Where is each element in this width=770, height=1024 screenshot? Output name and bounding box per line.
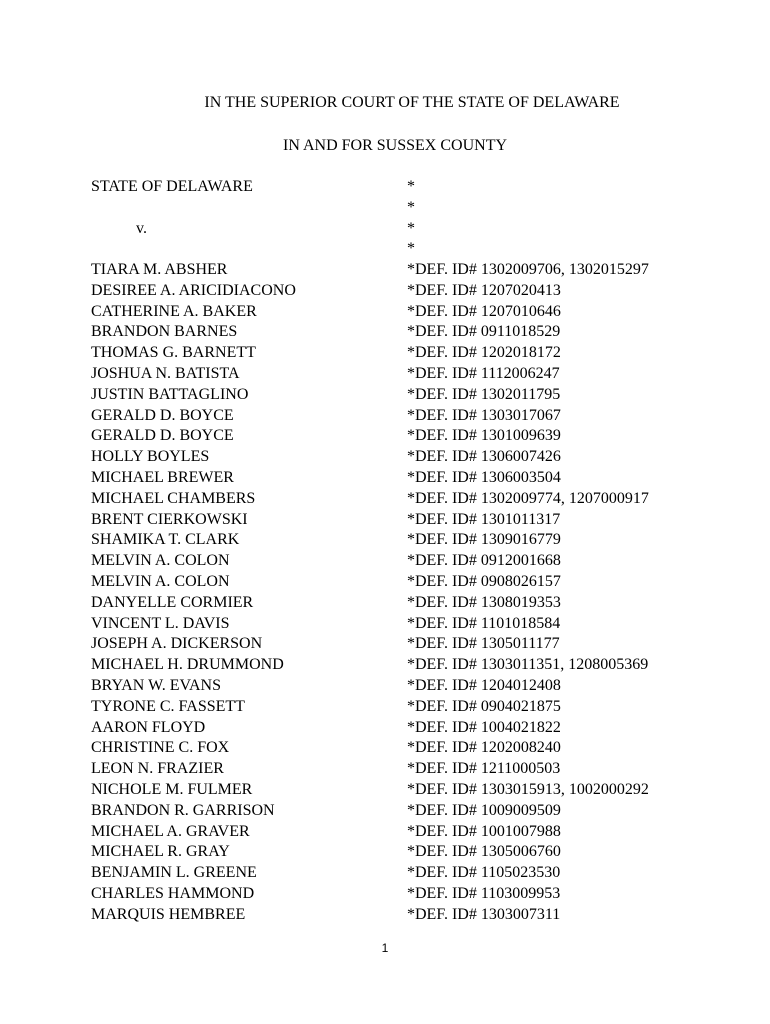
county-heading: IN AND FOR SUSSEX COUNTY: [282, 137, 508, 154]
defendant-name: LEON N. FRAZIER: [91, 760, 224, 778]
defendant-name: TIARA M. ABSHER: [91, 261, 228, 278]
defendant-name: MARQUIS HEMBREE: [91, 905, 246, 923]
defendant-row: [0, 510, 770, 531]
defendant-row: [0, 593, 770, 614]
defendant-row: [0, 780, 770, 801]
caption-asterisk: *: [407, 219, 415, 237]
defendant-id: *DEF. ID# 1001007988: [407, 822, 561, 840]
defendant-name: JOSEPH A. DICKERSON: [91, 635, 263, 653]
defendant-name: BRANDON BARNES: [91, 323, 238, 341]
defendant-name: BRYAN W. EVANS: [91, 676, 221, 694]
defendant-row: [0, 697, 770, 718]
defendant-name: NICHOLE M. FULMER: [91, 780, 253, 798]
defendant-id: *DEF. ID# 1306007426: [407, 448, 561, 466]
defendant-name: CHARLES HAMMOND: [91, 884, 255, 902]
defendant-name: DANYELLE CORMIER: [91, 593, 254, 611]
defendant-row: [0, 385, 770, 406]
caption-asterisk: *: [407, 240, 415, 258]
defendant-name: AARON FLOYD: [91, 718, 206, 736]
defendant-id: *DEF. ID# 1202008240: [407, 739, 561, 757]
defendant-id: *DEF. ID# 1308019353: [407, 593, 561, 611]
defendant-id: *DEF. ID# 1305011177: [407, 635, 560, 653]
defendant-row: [0, 614, 770, 635]
defendant-id: *DEF. ID# 1211000503: [407, 760, 561, 778]
defendant-id: *DEF. ID# 0912001668: [407, 552, 561, 570]
defendant-row: [0, 634, 770, 655]
plaintiff-name: STATE OF DELAWARE: [91, 178, 253, 195]
defendant-row: [0, 905, 770, 926]
defendant-row: [0, 884, 770, 905]
defendant-id: *DEF. ID# 1004021822: [407, 718, 561, 736]
defendant-id: *DEF. ID# 1112006247: [407, 364, 560, 382]
defendant-id: *DEF. ID# 1204012408: [407, 676, 561, 694]
defendant-id: *DEF. ID# 1009009509: [407, 801, 561, 819]
defendant-name: MICHAEL CHAMBERS: [91, 489, 256, 507]
defendant-list: [0, 260, 770, 926]
defendant-name: JOSHUA N. BATISTA: [91, 364, 240, 382]
defendant-name: TYRONE C. FASSETT: [91, 697, 245, 715]
defendant-id: *DEF. ID# 1105023530: [407, 864, 561, 882]
defendant-row: [0, 842, 770, 863]
defendant-row: [0, 551, 770, 572]
defendant-id: *DEF. ID# 1303007311: [407, 905, 561, 923]
page-number: 1: [381, 941, 389, 955]
defendant-name: GERALD D. BOYCE: [91, 406, 234, 424]
defendant-row: [0, 530, 770, 551]
defendant-id: *DEF. ID# 1303017067: [407, 406, 561, 424]
defendant-row: [0, 738, 770, 759]
defendant-name: CHRISTINE C. FOX: [91, 739, 230, 757]
defendant-name: GERALD D. BOYCE: [91, 427, 234, 445]
defendant-row: [0, 863, 770, 884]
caption-row: [0, 219, 770, 240]
defendant-id: *DEF. ID# 1103009953: [407, 884, 561, 902]
defendant-row: [0, 281, 770, 302]
defendant-name: VINCENT L. DAVIS: [91, 614, 230, 632]
defendant-name: BRANDON R. GARRISON: [91, 801, 275, 819]
defendant-name: SHAMIKA T. CLARK: [91, 531, 240, 549]
defendant-id: *DEF. ID# 1309016779: [407, 531, 561, 549]
defendant-name: BRENT CIERKOWSKI: [91, 510, 248, 528]
defendant-row: [0, 364, 770, 385]
defendant-name: MELVIN A. COLON: [91, 552, 230, 570]
defendant-row: [0, 759, 770, 780]
defendant-name: CATHERINE A. BAKER: [91, 302, 257, 320]
defendant-id: *DEF. ID# 0908026157: [407, 572, 561, 590]
defendant-id: *DEF. ID# 1303015913, 1002000292: [407, 780, 649, 798]
defendant-row: [0, 655, 770, 676]
defendant-row: [0, 406, 770, 427]
defendant-name: JUSTIN BATTAGLINO: [91, 385, 249, 403]
defendant-id: *DEF. ID# 1302009706, 1302015297: [407, 261, 649, 278]
defendant-id: *DEF. ID# 0911018529: [407, 323, 561, 341]
defendant-row: [0, 322, 770, 343]
defendant-row: [0, 801, 770, 822]
defendant-name: MICHAEL A. GRAVER: [91, 822, 250, 840]
defendant-id: *DEF. ID# 0904021875: [407, 697, 561, 715]
defendant-name: DESIREE A. ARICIDIACONO: [91, 281, 296, 299]
defendant-id: *DEF. ID# 1301009639: [407, 427, 561, 445]
defendant-row: [0, 718, 770, 739]
versus-label: v.: [136, 219, 147, 237]
caption-row: [0, 239, 770, 260]
defendant-row: [0, 447, 770, 468]
court-heading: IN THE SUPERIOR COURT OF THE STATE OF DELAWARE: [204, 94, 620, 111]
defendant-id: *DEF. ID# 1302009774, 1207000917: [407, 489, 649, 507]
defendant-id: *DEF. ID# 1305006760: [407, 843, 561, 861]
defendant-row: [0, 343, 770, 364]
defendant-row: [0, 822, 770, 843]
defendant-id: *DEF. ID# 1207020413: [407, 281, 561, 299]
defendant-id: *DEF. ID# 1101018584: [407, 614, 561, 632]
defendant-id: *DEF. ID# 1301011317: [407, 510, 561, 528]
defendant-id: *DEF. ID# 1207010646: [407, 302, 561, 320]
defendant-id: *DEF. ID# 1202018172: [407, 344, 561, 362]
defendant-row: [0, 572, 770, 593]
defendant-name: MICHAEL H. DRUMMOND: [91, 656, 284, 674]
defendant-row: [0, 676, 770, 697]
defendant-name: THOMAS G. BARNETT: [91, 344, 256, 362]
defendant-row: [0, 489, 770, 510]
caption-asterisk: *: [407, 198, 415, 216]
defendant-id: *DEF. ID# 1302011795: [407, 385, 561, 403]
caption-row: [0, 198, 770, 219]
defendant-row: [0, 426, 770, 447]
defendant-name: MICHAEL R. GRAY: [91, 843, 230, 861]
defendant-row: [0, 302, 770, 323]
defendant-name: MELVIN A. COLON: [91, 572, 230, 590]
defendant-row: [0, 260, 770, 281]
defendant-id: *DEF. ID# 1306003504: [407, 468, 561, 486]
caption-asterisk: *: [407, 178, 415, 195]
defendant-id: *DEF. ID# 1303011351, 1208005369: [407, 656, 649, 674]
case-caption: [0, 177, 770, 260]
defendant-name: MICHAEL BREWER: [91, 468, 234, 486]
caption-row: [0, 177, 770, 198]
defendant-name: HOLLY BOYLES: [91, 448, 210, 466]
defendant-row: [0, 468, 770, 489]
defendant-name: BENJAMIN L. GREENE: [91, 864, 257, 882]
